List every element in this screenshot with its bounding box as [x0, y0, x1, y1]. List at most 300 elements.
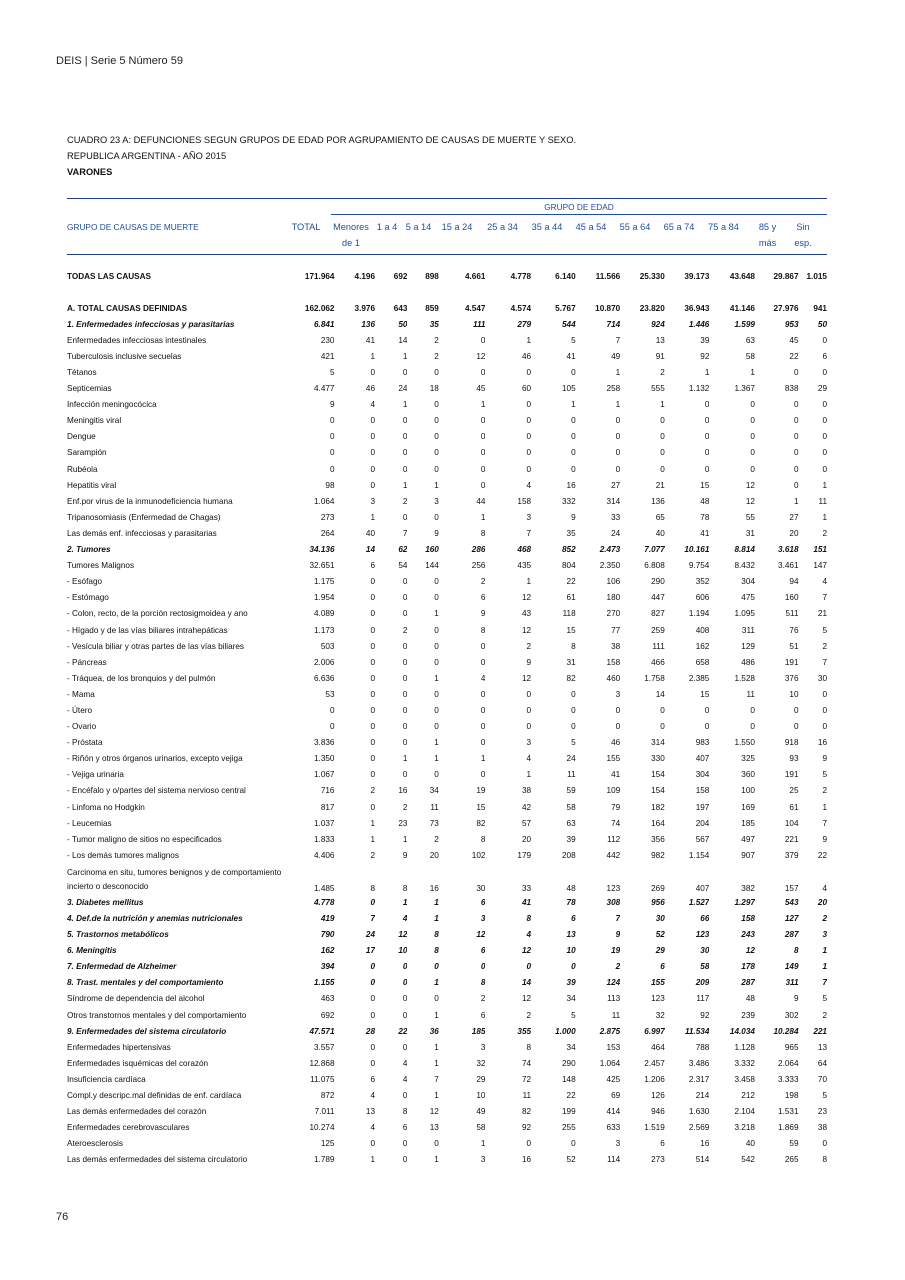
cell-value: 6.997 — [644, 1026, 665, 1036]
cell-value: 9 — [402, 850, 408, 860]
cell-value: 1.367 — [734, 384, 755, 394]
cell-value: 0 — [402, 689, 408, 699]
cell-value: 136 — [361, 319, 376, 329]
cell-value: 112 — [607, 834, 621, 844]
column-header: TOTAL — [291, 222, 321, 232]
cell-value: 0 — [822, 335, 827, 345]
cell-value: 49 — [611, 351, 621, 361]
table-row — [67, 268, 827, 284]
cell-value: 0 — [434, 400, 439, 410]
cell-value: 1 — [615, 400, 621, 410]
cell-value: 34 — [566, 994, 576, 1004]
cell-value: 31 — [745, 528, 755, 538]
table-row — [67, 1104, 827, 1120]
cell-value: 311 — [741, 625, 755, 635]
cell-value: 279 — [517, 319, 532, 329]
cell-value: 109 — [606, 786, 621, 796]
cell-value: 0 — [370, 1042, 376, 1052]
cell-value: 11.566 — [595, 271, 621, 281]
cell-value: 51 — [789, 641, 799, 651]
table-row — [67, 1039, 827, 1055]
cell-value: 7 — [526, 528, 532, 538]
cell-value: 2 — [822, 786, 827, 796]
cell-value: 2 — [526, 641, 532, 651]
cell-value: 0 — [615, 722, 621, 732]
cell-value: 953 — [784, 319, 799, 329]
cell-value: 3 — [480, 1042, 486, 1052]
cell-value: 158 — [517, 496, 532, 506]
cell-value: 0 — [370, 480, 376, 490]
row-label: - Útero — [67, 705, 93, 715]
cell-value: 239 — [741, 1010, 755, 1020]
cell-value: 0 — [793, 480, 799, 490]
cell-value: 2.385 — [688, 673, 710, 683]
cell-value: 11.534 — [684, 1026, 710, 1036]
cell-value: 3 — [615, 1139, 621, 1149]
cell-value: 0 — [329, 416, 335, 426]
cell-value: 0 — [434, 625, 439, 635]
cell-value: 0 — [370, 962, 376, 972]
cell-value: 0 — [750, 464, 755, 474]
cell-value: 9 — [615, 930, 621, 940]
cell-value: 1.175 — [314, 577, 335, 587]
cell-value: 0 — [370, 625, 376, 635]
cell-value: 1.064 — [599, 1058, 621, 1068]
cell-value: 0 — [571, 705, 576, 715]
row-label: Enfermedades infecciosas intestinales — [67, 335, 207, 345]
cell-value: 0 — [434, 593, 439, 603]
cell-value: 49 — [476, 1107, 486, 1117]
cell-value: 78 — [700, 512, 710, 522]
cell-value: 1 — [793, 496, 799, 506]
cell-value: 38 — [611, 641, 621, 651]
cell-value: 1 — [526, 770, 532, 780]
cell-value: 6 — [402, 1123, 408, 1133]
cell-value: 2 — [660, 368, 665, 378]
cell-value: 1 — [370, 351, 376, 361]
row-label: Las demás enfermedades del corazón — [67, 1107, 207, 1117]
cell-value: 0 — [370, 593, 376, 603]
cell-value: 6.140 — [555, 271, 576, 281]
cell-value: 3.461 — [778, 561, 799, 571]
cell-value: 259 — [651, 625, 665, 635]
cell-value: 1.789 — [314, 1155, 335, 1165]
cell-value: 1.064 — [314, 496, 335, 506]
table-row — [67, 574, 827, 590]
cell-value: 0 — [402, 609, 408, 619]
cell-value: 94 — [789, 577, 799, 587]
cell-value: 32 — [476, 1058, 486, 1068]
cell-value: 29 — [655, 946, 665, 956]
column-header: 35 a 44 — [531, 222, 563, 232]
cell-value: 0 — [434, 416, 439, 426]
cell-value: 0 — [370, 994, 376, 1004]
cell-value: 5 — [571, 335, 576, 345]
cell-value: 2 — [402, 802, 408, 812]
cell-value: 171.964 — [304, 271, 335, 281]
cell-value: 2 — [434, 351, 439, 361]
cell-value: 59 — [566, 786, 576, 796]
table-row — [67, 783, 827, 799]
table-subtitle: REPUBLICA ARGENTINA - AÑO 2015 — [67, 151, 227, 161]
cell-value: 22 — [566, 577, 576, 587]
cell-value: 0 — [480, 722, 486, 732]
cell-value: 0 — [434, 722, 439, 732]
cell-value: 5 — [571, 738, 576, 748]
cell-value: 859 — [425, 303, 439, 313]
cell-value: 1.833 — [314, 834, 335, 844]
cell-value: 311 — [785, 978, 799, 988]
cell-value: 148 — [561, 1074, 576, 1084]
cell-value: 468 — [517, 545, 532, 555]
cell-value: 38 — [521, 786, 532, 796]
cell-value: 12 — [745, 480, 755, 490]
row-label: Las demás enf. infecciosas y parasitarias — [67, 528, 217, 538]
cell-value: 0 — [402, 464, 408, 474]
column-header: 75 a 84 — [708, 222, 739, 232]
cell-value: 0 — [329, 448, 335, 458]
cell-value: 1 — [480, 512, 486, 522]
cell-value: 34 — [429, 786, 439, 796]
cell-value: 9 — [822, 834, 827, 844]
cell-value: 692 — [393, 271, 408, 281]
cell-value: 157 — [784, 884, 799, 894]
cell-value: 11 — [567, 770, 576, 780]
cell-value: 555 — [651, 384, 665, 394]
cell-value: 0 — [750, 722, 755, 732]
cell-value: 2 — [526, 1010, 532, 1020]
cell-value: 2 — [615, 962, 621, 972]
cell-value: 0 — [793, 416, 799, 426]
cell-value: 41 — [521, 897, 532, 907]
cell-value: 0 — [402, 512, 408, 522]
cell-value: 33 — [521, 884, 532, 894]
cell-value: 5 — [822, 625, 827, 635]
row-label: Otros transtornos mentales y del comportamiento — [67, 1010, 247, 1020]
table-row — [67, 959, 827, 975]
cell-value: 1 — [434, 480, 439, 490]
cell-value: 330 — [651, 754, 665, 764]
cell-value: 147 — [813, 561, 827, 571]
cell-value: 0 — [370, 754, 376, 764]
cell-value: 0 — [434, 994, 439, 1004]
cell-value: 0 — [571, 368, 576, 378]
cell-value: 43.648 — [729, 271, 755, 281]
row-label: - Próstata — [67, 738, 103, 748]
table-row — [67, 1007, 827, 1023]
table-row — [67, 686, 827, 702]
cell-value: 39 — [700, 335, 710, 345]
cell-value: 8 — [480, 625, 486, 635]
cell-value: 43 — [521, 609, 532, 619]
row-label: 3. Diabetes mellitus — [67, 897, 144, 907]
cell-value: 158 — [741, 914, 755, 924]
cell-value: 1.000 — [555, 1026, 576, 1036]
cell-value: 46 — [365, 384, 376, 394]
cell-value: 11 — [746, 689, 755, 699]
cell-value: 258 — [606, 384, 621, 394]
cell-value: 2 — [402, 496, 408, 506]
cell-value: 30 — [700, 946, 710, 956]
cell-value: 42 — [521, 802, 532, 812]
cell-value: 8 — [793, 946, 799, 956]
cell-value: 27 — [789, 512, 799, 522]
cell-value: 155 — [606, 754, 621, 764]
table-row — [67, 1088, 827, 1104]
cell-value: 39 — [566, 834, 576, 844]
row-label: - Mama — [67, 689, 95, 699]
table-row — [67, 831, 827, 847]
cell-value: 4 — [370, 1091, 376, 1101]
row-label: Hepatitis viral — [67, 480, 117, 490]
cell-value: 0 — [526, 705, 532, 715]
row-label: Tétanos — [67, 368, 97, 378]
age-group-rule — [331, 214, 827, 215]
cell-value: 14 — [365, 545, 376, 555]
cell-value: 18 — [429, 384, 439, 394]
cell-value: 918 — [784, 738, 799, 748]
cell-value: 1 — [370, 512, 376, 522]
table-row — [67, 477, 827, 493]
cell-value: 19 — [476, 786, 486, 796]
cell-value: 63 — [745, 335, 755, 345]
row-label: 5. Trastornos metabólicos — [67, 930, 169, 940]
row-label: Dengue — [67, 432, 96, 442]
cell-value: 7.011 — [314, 1107, 335, 1117]
cell-value: 7 — [615, 335, 621, 345]
cell-value: 0 — [480, 416, 486, 426]
cell-value: 17 — [365, 946, 376, 956]
cell-value: 16 — [521, 1155, 532, 1165]
cell-value: 419 — [320, 914, 335, 924]
cell-value: 2.350 — [599, 561, 621, 571]
cell-value: 0 — [370, 770, 376, 780]
row-label: - Encéfalo y o/partes del sistema nervioso central — [67, 786, 246, 796]
cell-value: 24 — [398, 384, 408, 394]
cell-value: 2.457 — [644, 1058, 665, 1068]
cell-value: 0 — [660, 448, 665, 458]
header-bottom-rule — [67, 254, 827, 255]
cell-value: 44 — [476, 496, 486, 506]
cell-value: 136 — [651, 496, 665, 506]
column-header: 65 a 74 — [663, 222, 695, 232]
cell-value: 946 — [651, 1107, 665, 1117]
cell-value: 14.034 — [729, 1026, 755, 1036]
table-row — [67, 1136, 827, 1152]
cell-value: 1 — [370, 818, 376, 828]
cell-value: 9 — [793, 994, 799, 1004]
cell-value: 2 — [822, 914, 827, 924]
cell-value: 0 — [526, 368, 532, 378]
cell-value: 3.332 — [734, 1058, 755, 1068]
cell-value: 0 — [526, 1139, 532, 1149]
cell-value: 6 — [660, 962, 665, 972]
cell-value: 1 — [480, 754, 486, 764]
cell-value: 65 — [655, 512, 665, 522]
cell-value: 1 — [402, 400, 408, 410]
cell-value: 41 — [700, 528, 710, 538]
cell-value: 0 — [370, 978, 376, 988]
cell-value: 20 — [429, 850, 439, 860]
cell-value: 1 — [480, 1139, 486, 1149]
table-sex-label: VARONES — [67, 167, 113, 177]
cell-value: 0 — [402, 1091, 408, 1101]
cell-value: 1 — [434, 1058, 439, 1068]
cell-value: 0 — [571, 464, 576, 474]
cell-value: 4 — [370, 400, 376, 410]
cell-value: 23 — [817, 1107, 827, 1117]
cell-value: 8 — [480, 978, 486, 988]
row-label: - Estómago — [67, 593, 109, 603]
cell-value: 1.531 — [778, 1107, 799, 1117]
cell-value: 24 — [365, 930, 376, 940]
cell-value: 23 — [398, 818, 408, 828]
cell-value: 33 — [611, 512, 621, 522]
cell-value: 22 — [398, 1026, 408, 1036]
cell-value: 907 — [741, 850, 755, 860]
cell-value: 3.486 — [688, 1058, 710, 1068]
table-row — [67, 461, 827, 477]
cell-value: 567 — [695, 834, 710, 844]
cell-value: 956 — [651, 897, 665, 907]
table-row — [67, 654, 827, 670]
cell-value: 0 — [434, 512, 439, 522]
cell-value: 12 — [398, 930, 408, 940]
cell-value: 58 — [476, 1123, 486, 1133]
cell-value: 7 — [370, 914, 376, 924]
cell-value: 32 — [655, 1010, 665, 1020]
cell-value: 0 — [402, 962, 408, 972]
cell-value: 255 — [561, 1123, 576, 1133]
cell-value: 1.527 — [688, 897, 710, 907]
cell-value: 1.519 — [644, 1123, 665, 1133]
cell-value: 3.218 — [734, 1123, 755, 1133]
cell-value: 82 — [521, 1107, 532, 1117]
cell-value: 12 — [521, 946, 532, 956]
cell-value: 63 — [566, 818, 576, 828]
table-row — [67, 702, 827, 718]
cell-value: 58 — [566, 802, 576, 812]
row-label: 2. Tumores — [67, 545, 111, 555]
cell-value: 0 — [822, 689, 827, 699]
cell-value: 12 — [476, 930, 486, 940]
cell-value: 7 — [822, 978, 827, 988]
cell-value: 24 — [611, 528, 621, 538]
cell-value: 126 — [651, 1091, 665, 1101]
cell-value: 123 — [695, 930, 710, 940]
cell-value: 20 — [789, 528, 799, 538]
cell-value: 414 — [606, 1107, 621, 1117]
cell-value: 29 — [817, 384, 827, 394]
cell-value: 15 — [566, 625, 576, 635]
cell-value: 1 — [402, 480, 408, 490]
cell-value: 1.350 — [314, 754, 335, 764]
cell-value: 0 — [615, 432, 621, 442]
cell-value: 185 — [741, 818, 755, 828]
cell-value: 162 — [695, 641, 710, 651]
cell-value: 714 — [606, 319, 621, 329]
cell-value: 106 — [606, 577, 621, 587]
cell-value: 12 — [745, 946, 755, 956]
table-row — [67, 1023, 827, 1039]
cell-value: 460 — [606, 673, 621, 683]
cell-value: 36.943 — [684, 303, 710, 313]
table-row — [67, 429, 827, 445]
row-label: Septicemias — [67, 384, 112, 394]
cell-value: 160 — [784, 593, 799, 603]
cell-value: 0 — [434, 577, 439, 587]
cell-value: 162.062 — [304, 303, 335, 313]
cell-value: 4.778 — [314, 897, 335, 907]
cell-value: 25.330 — [639, 271, 665, 281]
cell-value: 123 — [606, 884, 621, 894]
cell-value: 57 — [521, 818, 532, 828]
cell-value: 102 — [471, 850, 486, 860]
cell-value: 0 — [793, 400, 799, 410]
cell-value: 92 — [521, 1123, 532, 1133]
cell-value: 8 — [434, 930, 439, 940]
cell-value: 0 — [402, 978, 408, 988]
cell-value: 151 — [813, 545, 827, 555]
cell-value: 2.875 — [599, 1026, 621, 1036]
age-group-label: GRUPO DE EDAD — [544, 202, 614, 212]
cell-value: 0 — [704, 464, 710, 474]
cell-value: 12 — [521, 625, 532, 635]
row-label: 6. Meningitis — [67, 946, 117, 956]
cell-value: 35 — [429, 319, 439, 329]
cell-value: 1.550 — [734, 738, 755, 748]
cell-value: 16 — [566, 480, 576, 490]
cell-value: 0 — [402, 673, 408, 683]
cell-value: 41 — [365, 335, 376, 345]
cell-value: 10 — [476, 1091, 486, 1101]
cell-value: 46 — [611, 738, 621, 748]
cell-value: 50 — [398, 319, 408, 329]
cell-value: 464 — [651, 1042, 665, 1052]
cell-value: 8 — [402, 884, 408, 894]
cell-value: 41 — [611, 770, 621, 780]
cell-value: 0 — [370, 577, 376, 587]
cell-value: 3.976 — [354, 303, 376, 313]
cell-value: 511 — [785, 609, 799, 619]
cell-value: 6 — [480, 946, 486, 956]
cell-value: 0 — [370, 641, 376, 651]
cell-value: 55 — [745, 512, 755, 522]
cell-value: 204 — [695, 818, 710, 828]
cell-value: 0 — [370, 705, 376, 715]
cell-value: 0 — [822, 448, 827, 458]
cell-value: 54 — [398, 561, 408, 571]
cell-value: 0 — [402, 657, 408, 667]
cell-value: 52 — [655, 930, 665, 940]
cell-value: 77 — [611, 625, 621, 635]
cell-value: 129 — [741, 641, 755, 651]
row-label: Tripanosomiasis (Enfermedad de Chagas) — [67, 512, 221, 522]
cell-value: 0 — [750, 448, 755, 458]
cell-value: 1 — [434, 609, 439, 619]
cell-value: 4 — [526, 930, 532, 940]
cell-value: 185 — [471, 1026, 486, 1036]
cell-value: 0 — [822, 705, 827, 715]
row-label: - Esófago — [67, 577, 103, 587]
cell-value: 7 — [402, 528, 408, 538]
cell-value: 30 — [476, 884, 486, 894]
cell-value: 154 — [651, 770, 665, 780]
row-label: 7. Enfermedad de Alzheimer — [67, 962, 177, 972]
table-row — [67, 719, 827, 735]
cell-value: 924 — [651, 319, 665, 329]
cell-value: 23.820 — [639, 303, 665, 313]
